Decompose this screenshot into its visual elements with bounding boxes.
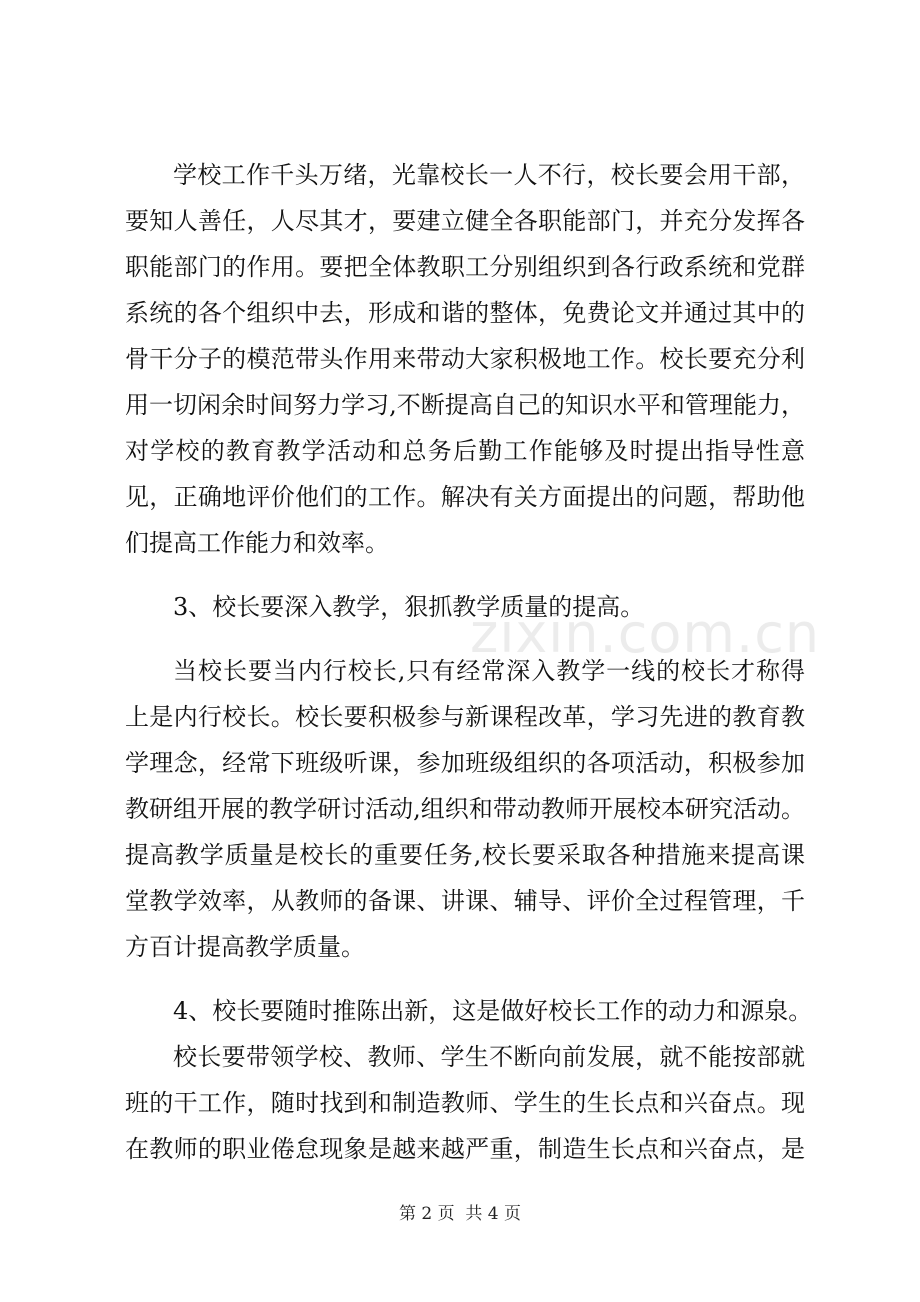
text-line: 见，正确地评价他们的工作。解决有关方面提出的问题，帮助他 (125, 483, 805, 511)
text-line: 提高教学质量是校长的重要任务,校长要采取各种措施来提高课 (125, 841, 805, 869)
text-line: 们提高工作能力和效率。 (125, 529, 389, 557)
text-line: 在教师的职业倦怠现象是越来越严重，制造生长点和兴奋点，是 (125, 1135, 805, 1163)
text-line: 学校工作千头万绪，光靠校长一人不行，校长要会用干部， (173, 161, 805, 189)
text-line: 要知人善任，人尽其才，要建立健全各职能部门，并充分发挥各 (125, 207, 805, 235)
text-line: 学理念，经常下班级听课，参加班级组织的各项活动，积极参加 (125, 749, 805, 777)
text-line: 职能部门的作用。要把全体教职工分别组织到各行政系统和党群 (125, 253, 805, 281)
text-line: 教研组开展的教学研讨活动,组织和带动教师开展校本研究活动。 (125, 795, 805, 823)
text-line: 对学校的教育教学活动和总务后勤工作能够及时提出指导性意 (125, 437, 805, 465)
text-line: 当校长要当内行校长,只有经常深入教学一线的校长才称得 (173, 657, 805, 685)
text-line: 骨干分子的模范带头作用来带动大家积极地工作。校长要充分利 (125, 345, 805, 373)
section-heading: 4、校长要随时推陈出新，这是做好校长工作的动力和源泉。 (173, 997, 813, 1025)
text-line: 校长要带领学校、教师、学生不断向前发展，就不能按部就 (173, 1043, 805, 1071)
section-heading: 3、校长要深入教学，狠抓教学质量的提高。 (173, 593, 645, 621)
text-line: 方百计提高教学质量。 (125, 933, 365, 961)
text-line: 堂教学效率，从教师的备课、讲课、辅导、评价全过程管理，千 (125, 887, 805, 915)
page-footer: 第 2 页 共 4 页 (398, 1204, 522, 1224)
text-line: 用一切闲余时间努力学习,不断提高自己的知识水平和管理能力， (125, 391, 805, 419)
text-line: 班的干工作，随时找到和制造教师、学生的生长点和兴奋点。现 (125, 1089, 805, 1117)
text-line: 上是内行校长。校长要积极参与新课程改革，学习先进的教育教 (125, 703, 805, 731)
text-line: 系统的各个组织中去，形成和谐的整体，免费论文并通过其中的 (125, 299, 805, 327)
watermark: zixin.com.cn (470, 602, 821, 665)
